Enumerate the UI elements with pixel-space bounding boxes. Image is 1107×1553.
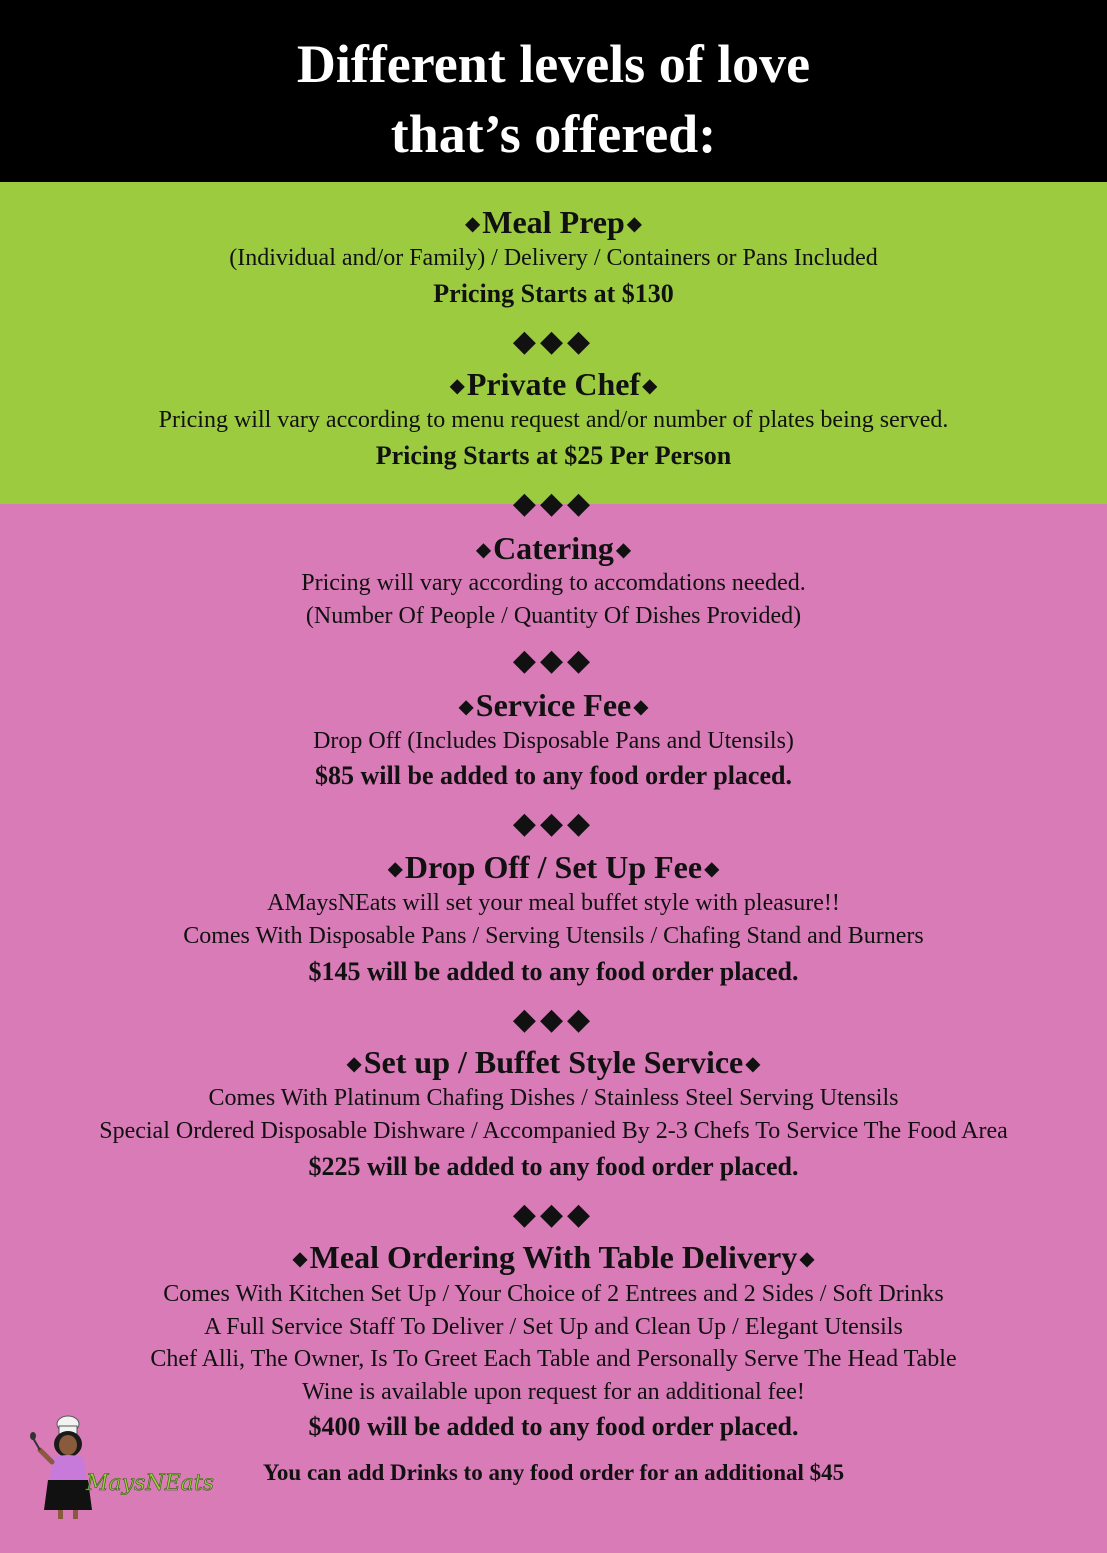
header-title-line-1: Different levels of love xyxy=(296,34,811,94)
section-title-meal-prep xyxy=(0,203,1107,246)
section-price: $145 will be added to any food order placed. xyxy=(308,957,799,986)
section-desc: Comes With Kitchen Set Up / Your Choice of 2 Entrees and 2 Sides / Soft Drinks xyxy=(163,1281,944,1307)
diamond-icon: ◆ xyxy=(449,375,465,397)
separator-diamonds-icon: ◆◆◆ xyxy=(512,487,595,520)
logo-text: MaysNEats xyxy=(86,1471,214,1496)
header-title-line-2: that’s offered: xyxy=(390,104,717,164)
section-price: $225 will be added to any food order placed. xyxy=(308,1152,799,1181)
section-title-text: Service Fee xyxy=(475,687,632,723)
separator-diamonds-icon: ◆◆◆ xyxy=(512,325,595,358)
section-desc: Comes With Platinum Chafing Dishes / Stainless Steel Serving Utensils xyxy=(208,1085,899,1111)
diamond-icon: ◆ xyxy=(745,1053,761,1075)
section-title-buffet-service xyxy=(0,1043,1107,1086)
diamond-icon: ◆ xyxy=(387,858,403,880)
separator-diamonds-icon: ◆◆◆ xyxy=(512,1003,595,1036)
section-title-text: Meal Ordering With Table Delivery xyxy=(309,1239,798,1275)
section-title-drop-off-fee xyxy=(0,848,1107,891)
section-price: Pricing Starts at $130 xyxy=(433,279,674,308)
diamond-icon: ◆ xyxy=(642,375,658,397)
section-title-text: Meal Prep xyxy=(482,204,625,240)
section-title-private-chef xyxy=(0,365,1107,408)
section-desc: (Number Of People / Quantity Of Dishes Provided) xyxy=(305,603,802,629)
section-desc: A Full Service Staff To Deliver / Set Up and Clean Up / Elegant Utensils xyxy=(204,1314,903,1340)
separator-diamonds-icon: ◆◆◆ xyxy=(512,807,595,840)
section-desc: (Individual and/or Family) / Delivery / Containers or Pans Included xyxy=(229,245,878,271)
section-title-text: Set up / Buffet Style Service xyxy=(363,1044,744,1080)
diamond-icon: ◆ xyxy=(346,1053,362,1075)
section-desc: Special Ordered Disposable Dishware / Accompanied By 2-3 Chefs To Service The Food Area xyxy=(99,1118,1008,1144)
separator-diamonds-icon: ◆◆◆ xyxy=(512,1198,595,1231)
section-title-text: Private Chef xyxy=(466,366,641,402)
diamond-icon: ◆ xyxy=(799,1248,815,1270)
section-desc: Chef Alli, The Owner, Is To Greet Each Table and Personally Serve The Head Table xyxy=(150,1346,957,1372)
page-header xyxy=(0,0,1107,182)
drinks-note: You can add Drinks to any food order for an additional $45 xyxy=(262,1460,845,1485)
section-price: Pricing Starts at $25 Per Person xyxy=(375,441,732,470)
section-title-catering xyxy=(0,529,1107,572)
brand-logo-icon xyxy=(28,1414,214,1522)
section-title-service-fee xyxy=(0,686,1107,729)
diamond-icon: ◆ xyxy=(615,539,632,561)
section-price: $85 will be added to any food order placed. xyxy=(315,761,792,790)
section-desc: Wine is available upon request for an additional fee! xyxy=(302,1379,805,1405)
section-desc: Pricing will vary according to menu request and/or number of plates being served. xyxy=(158,407,949,433)
section-title-text: Drop Off / Set Up Fee xyxy=(404,849,703,885)
separator-diamonds-icon: ◆◆◆ xyxy=(512,644,595,677)
section-desc: Pricing will vary according to accomdations needed. xyxy=(301,570,806,596)
section-desc: Comes With Disposable Pans / Serving Utensils / Chafing Stand and Burners xyxy=(183,923,924,949)
diamond-icon: ◆ xyxy=(475,539,492,561)
diamond-icon: ◆ xyxy=(633,696,649,718)
section-desc: AMaysNEats will set your meal buffet style with pleasure!! xyxy=(267,890,840,916)
diamond-icon: ◆ xyxy=(626,213,642,235)
diamond-icon: ◆ xyxy=(704,858,720,880)
diamond-icon: ◆ xyxy=(465,213,481,235)
diamond-icon: ◆ xyxy=(292,1248,308,1270)
section-title-table-delivery xyxy=(0,1238,1107,1281)
section-price: $400 will be added to any food order placed. xyxy=(308,1412,799,1441)
section-title-text: Catering xyxy=(493,530,614,566)
diamond-icon: ◆ xyxy=(458,696,474,718)
section-desc: Drop Off (Includes Disposable Pans and Utensils) xyxy=(313,728,794,754)
